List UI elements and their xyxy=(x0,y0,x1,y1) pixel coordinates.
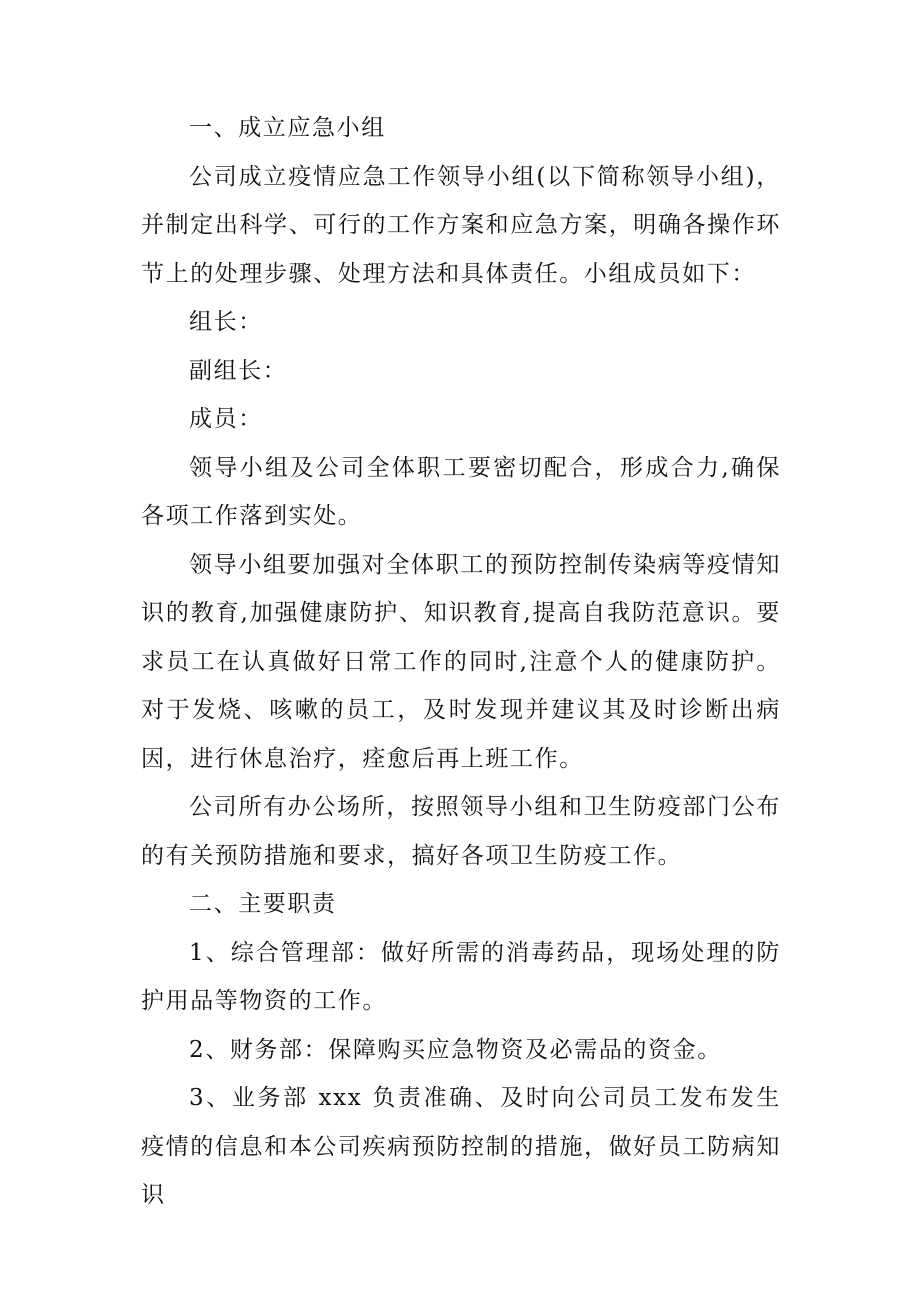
document-body xyxy=(141,104,781,1220)
paragraph-duty-business: 3、业务部 xxx 负责准确、及时向公司员工发布发生疫情的信息和本公司疾病预防控制的措施，做好员工防病知识 xyxy=(141,1085,781,1208)
paragraph-leadership-group: 公司成立疫情应急工作领导小组(以下简称领导小组)，并制定出科学、可行的工作方案和应急方案，明确各操作环节上的处理步骤、处理方法和具体责任。小组成员如下： xyxy=(141,163,781,287)
section-heading-2: 二、主要职责 xyxy=(189,891,337,917)
paragraph-cooperation: 领导小组及公司全体职工要密切配合，形成合力,确保各项工作落到实处。 xyxy=(141,454,781,529)
paragraph-duty-finance: 2、财务部：保障购买应急物资及必需品的资金。 xyxy=(189,1036,722,1063)
paragraph-education: 领导小组要加强对全体职工的预防控制传染病等疫情知识的教育,加强健康防护、知识教育,提高自我防范意识。要求员工在认真做好日常工作的同时,注意个人的健康防护。对于发烧、咳嗽的员工，及时发现并建议其及时诊断出病因，进行休息治疗，痊愈后再上班工作。 xyxy=(141,551,781,772)
paragraph-office-measures: 公司所有办公场所，按照领导小组和卫生防疫部门公布的有关预防措施和要求，搞好各项卫生防疫工作。 xyxy=(141,794,781,869)
paragraph-group-leader: 组长： xyxy=(189,309,263,335)
paragraph-deputy-leader: 副组长： xyxy=(189,357,288,384)
paragraph-members: 成员： xyxy=(189,406,263,432)
section-heading-1: 一、成立应急小组 xyxy=(189,115,386,141)
paragraph-duty-management: 1、综合管理部：做好所需的消毒药品，现场处理的防护用品等物资的工作。 xyxy=(141,939,781,1014)
